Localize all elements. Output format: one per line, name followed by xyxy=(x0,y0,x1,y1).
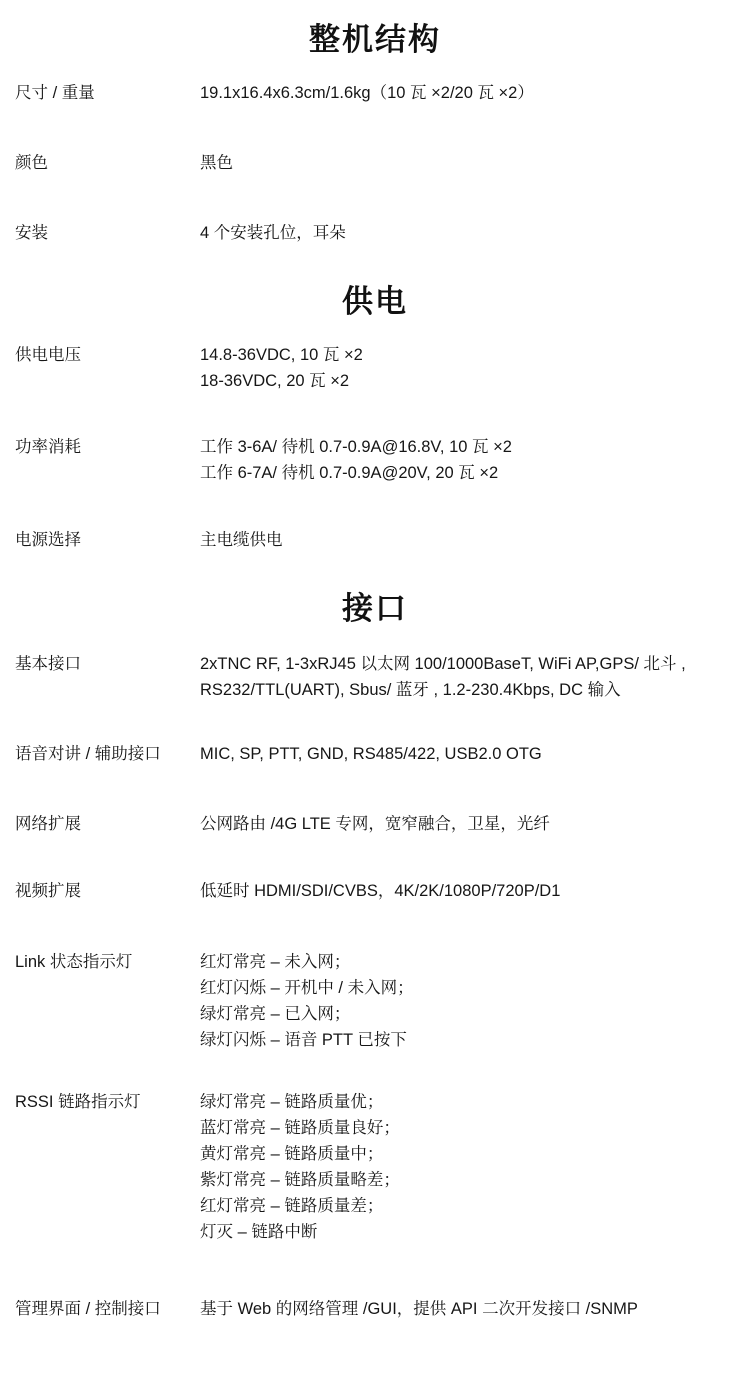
spec-label: 安装 xyxy=(15,224,48,242)
spec-value-line: 黑色 xyxy=(200,154,233,172)
spec-row-mounting xyxy=(15,220,735,246)
spec-value xyxy=(200,741,542,767)
spec-value-line: RS232/TTL(UART), Sbus/ 蓝牙 , 1.2-230.4Kbps, DC 输入 xyxy=(200,681,621,699)
spec-value-line: 绿灯闪烁 – 语音 PTT 已按下 xyxy=(200,1031,407,1049)
spec-value xyxy=(200,150,233,176)
spec-row-link-status-led xyxy=(15,949,735,1053)
spec-value-line: MIC, SP, PTT, GND, RS485/422, USB2.0 OTG xyxy=(200,745,542,763)
spec-row-video-expansion xyxy=(15,878,735,904)
spec-row-rssi-link-led xyxy=(15,1089,735,1245)
spec-value-line: 灯灭 – 链路中断 xyxy=(200,1223,318,1241)
spec-value xyxy=(200,220,346,246)
section-title-structure: 整机结构 xyxy=(309,22,441,57)
spec-value-line: 工作 3-6A/ 待机 0.7-0.9A@16.8V, 10 瓦 ×2 xyxy=(200,438,512,456)
spec-label: 语音对讲 / 辅助接口 xyxy=(15,745,161,763)
spec-value-line: 蓝灯常亮 – 链路质量良好； xyxy=(200,1119,400,1137)
spec-row-power-selection xyxy=(15,527,735,553)
spec-label: 管理界面 / 控制接口 xyxy=(15,1300,161,1318)
spec-value-line: 红灯常亮 – 链路质量差； xyxy=(200,1197,384,1215)
spec-value-line: 黄灯常亮 – 链路质量中； xyxy=(200,1145,384,1163)
spec-row-supply-voltage xyxy=(15,342,735,394)
spec-label: 供电电压 xyxy=(15,346,81,364)
spec-value-line: 主电缆供电 xyxy=(200,531,283,549)
spec-value xyxy=(200,80,534,106)
spec-value xyxy=(200,811,550,837)
spec-row-power-consumption xyxy=(15,434,735,486)
spec-row-dimensions-weight xyxy=(15,80,735,106)
spec-value xyxy=(200,527,283,553)
spec-label: 基本接口 xyxy=(15,655,81,673)
spec-value-line: 绿灯常亮 – 链路质量优； xyxy=(200,1093,384,1111)
spec-row-management-control xyxy=(15,1296,735,1322)
spec-value xyxy=(200,878,560,904)
spec-value xyxy=(200,342,363,394)
spec-row-color xyxy=(15,150,735,176)
spec-label: 电源选择 xyxy=(15,531,81,549)
section-title-power: 供电 xyxy=(342,284,408,319)
spec-value xyxy=(200,1296,638,1322)
spec-value-line: 4 个安装孔位，耳朵 xyxy=(200,224,346,242)
section-title-interfaces: 接口 xyxy=(342,591,408,626)
spec-label: 网络扩展 xyxy=(15,815,81,833)
spec-label: Link 状态指示灯 xyxy=(15,953,133,971)
spec-label: RSSI 链路指示灯 xyxy=(15,1093,141,1111)
spec-label: 视频扩展 xyxy=(15,882,81,900)
spec-label: 尺寸 / 重量 xyxy=(15,84,95,102)
spec-value-line: 14.8-36VDC, 10 瓦 ×2 xyxy=(200,346,363,364)
spec-row-basic-interfaces xyxy=(15,651,735,703)
spec-row-network-expansion xyxy=(15,811,735,837)
spec-value xyxy=(200,949,414,1053)
spec-value xyxy=(200,434,512,486)
spec-value-line: 公网路由 /4G LTE 专网，宽窄融合，卫星，光纤 xyxy=(200,815,550,833)
spec-value-line: 绿灯常亮 – 已入网； xyxy=(200,1005,351,1023)
spec-value-line: 2xTNC RF, 1-3xRJ45 以太网 100/1000BaseT, WiFi AP,GPS/ 北斗 , xyxy=(200,655,686,673)
spec-value-line: 基于 Web 的网络管理 /GUI，提供 API 二次开发接口 /SNMP xyxy=(200,1300,638,1318)
spec-value-line: 红灯闪烁 – 开机中 / 未入网； xyxy=(200,979,414,997)
spec-value xyxy=(200,651,686,703)
spec-value-line: 低延时 HDMI/SDI/CVBS，4K/2K/1080P/720P/D1 xyxy=(200,882,561,900)
spec-value-line: 工作 6-7A/ 待机 0.7-0.9A@20V, 20 瓦 ×2 xyxy=(200,464,499,482)
spec-row-voice-aux-interfaces xyxy=(15,741,735,767)
spec-value xyxy=(200,1089,400,1245)
spec-value-line: 红灯常亮 – 未入网； xyxy=(200,953,351,971)
spec-value-line: 18-36VDC, 20 瓦 ×2 xyxy=(200,372,350,390)
spec-value-line: 19.1x16.4x6.3cm/1.6kg（10 瓦 ×2/20 瓦 ×2） xyxy=(200,84,534,102)
spec-label: 功率消耗 xyxy=(15,438,81,456)
spec-label: 颜色 xyxy=(15,154,48,172)
spec-value-line: 紫灯常亮 – 链路质量略差； xyxy=(200,1171,400,1189)
